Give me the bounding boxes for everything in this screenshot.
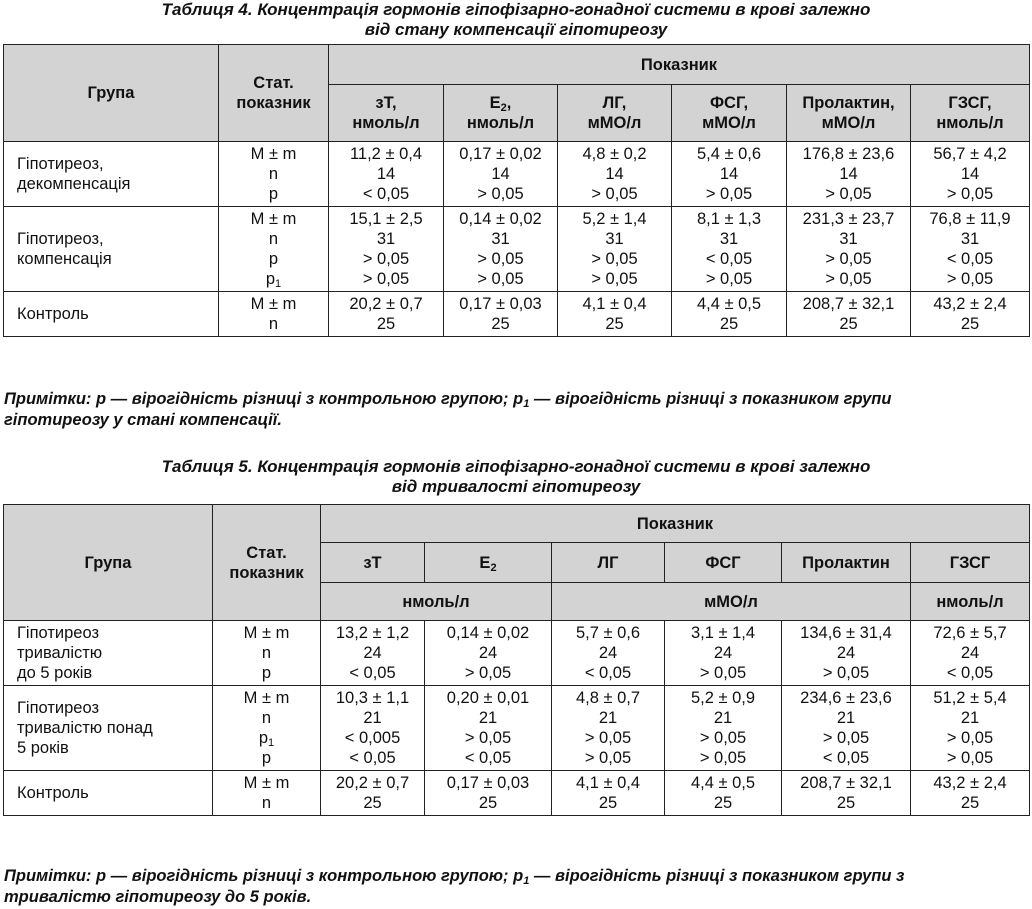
table4-header-col-1 <box>444 85 558 142</box>
value-line: < 0,05 <box>349 664 396 682</box>
group-label-line: Контроль <box>17 784 89 802</box>
value-line: > 0,05 <box>591 250 638 268</box>
table5-note-text-a: p — вірогідність різниці з контрольною групою; p <box>91 867 524 885</box>
value-line: < 0,005 <box>344 729 401 747</box>
value-line: 14 <box>719 165 739 183</box>
value-line: 25 <box>839 315 858 333</box>
value-line: 24 <box>713 644 733 662</box>
value-line: 24 <box>363 644 382 662</box>
stat-label: M ± m <box>250 295 297 313</box>
stat-label-line <box>219 229 328 249</box>
value-line: 25 <box>491 315 510 333</box>
value-line: 20,2 ± 0,7 <box>349 295 423 313</box>
group-label-line: Контроль <box>17 305 89 323</box>
value-line: > 0,05 <box>699 729 747 747</box>
value-line: 21 <box>478 709 498 727</box>
group-label-line: Гіпотиреоз, <box>17 230 104 248</box>
value-line: 5,2 ± 1,4 <box>582 210 647 228</box>
stat-label: p <box>261 749 272 767</box>
stat-label-line <box>213 773 320 793</box>
value-line: < 0,05 <box>946 250 994 268</box>
table5-header-col-name <box>552 553 664 573</box>
value-line: < 0,05 <box>584 664 632 682</box>
value-line: > 0,05 <box>946 270 994 288</box>
table4-note-sub: 1 <box>523 398 530 410</box>
stat-label-line <box>213 623 320 643</box>
value-line: 4,4 ± 0,5 <box>690 774 756 792</box>
table4-header-col-2 <box>558 85 672 142</box>
value-line: 31 <box>960 230 980 248</box>
value-cell <box>911 686 1030 771</box>
stat-label: p <box>261 664 272 682</box>
value-line: > 0,05 <box>822 729 870 747</box>
table4-header-col-unit: мМО/л <box>587 114 642 132</box>
value-line: 0,14 ± 0,02 <box>446 624 530 642</box>
value-line: 24 <box>836 644 856 662</box>
table5-header-stat-line2: показник <box>229 563 304 582</box>
table5 <box>3 504 1030 816</box>
value-line: > 0,05 <box>825 250 872 268</box>
value-line: 4,8 ± 0,2 <box>582 145 647 163</box>
group-cell <box>4 686 213 771</box>
table4-header-col-name <box>329 93 443 113</box>
table4-header-col-unit: нмоль/л <box>936 114 1004 132</box>
value-cell <box>911 207 1030 292</box>
table-row <box>4 142 1030 207</box>
table5-header-col-0 <box>321 543 425 583</box>
table5-note-line2: тривалістю гіпотиреозу до 5 років. <box>4 888 312 906</box>
table4-header-col-5 <box>911 85 1030 142</box>
value-line: < 0,05 <box>822 749 870 767</box>
stat-label-line <box>219 144 328 164</box>
table5-header-stat-line1: Стат. <box>246 543 287 562</box>
table5-caption <box>0 457 1032 497</box>
stat-label: n <box>268 230 279 248</box>
table4-note <box>4 389 1028 431</box>
stat-cell <box>219 142 329 207</box>
table-row <box>4 771 1030 816</box>
stat-label-line <box>213 708 320 728</box>
stat-label-line <box>219 184 328 204</box>
table4-note-line1 <box>4 389 1028 410</box>
value-cell <box>787 207 911 292</box>
table5-header-col-name-text: зТ <box>363 553 382 572</box>
group-cell <box>4 142 219 207</box>
table-row <box>4 621 1030 686</box>
value-line: 72,6 ± 5,7 <box>933 624 1007 642</box>
table4-body <box>4 142 1030 337</box>
table5-header-col-name-text: ГЗСГ <box>949 553 991 572</box>
group-cell <box>4 621 213 686</box>
value-line: 25 <box>836 794 856 812</box>
value-cell <box>552 686 665 771</box>
value-line: 24 <box>478 644 498 662</box>
table5-header-col-name <box>665 553 781 573</box>
value-line: 25 <box>376 315 396 333</box>
stat-cell <box>213 686 321 771</box>
value-line: > 0,05 <box>705 185 753 203</box>
value-line: > 0,05 <box>362 270 410 288</box>
value-line: 24 <box>960 644 980 662</box>
value-cell <box>911 292 1030 337</box>
value-line: > 0,05 <box>946 729 994 747</box>
value-line: > 0,05 <box>825 185 872 203</box>
table5-unit-nmol-1: нмоль/л <box>321 583 552 621</box>
table5-header-stat <box>213 505 321 621</box>
value-cell <box>672 292 787 337</box>
value-line: 208,7 ± 32,1 <box>800 774 892 792</box>
value-line: 0,17 ± 0,02 <box>459 145 542 163</box>
table4-header-indicator: Показник <box>329 45 1030 85</box>
value-line: > 0,05 <box>699 749 747 767</box>
value-cell <box>672 142 787 207</box>
stat-label-line <box>213 663 320 683</box>
value-line: 21 <box>363 709 382 727</box>
value-line: 31 <box>839 230 858 248</box>
value-line: 25 <box>598 794 618 812</box>
stat-label: n <box>261 709 272 727</box>
table4-header-col-suffix: , <box>506 94 512 112</box>
value-line: 10,3 ± 1,1 <box>335 689 410 707</box>
value-line: 13,2 ± 1,2 <box>335 624 410 642</box>
table4-header-col-name-text: ЛГ, <box>602 94 627 112</box>
value-line: > 0,05 <box>591 270 638 288</box>
value-cell <box>329 207 444 292</box>
value-cell <box>329 292 444 337</box>
table5-header-col-3 <box>665 543 782 583</box>
table4-header-group: Група <box>4 45 219 142</box>
group-label-line: Гіпотиреоз <box>17 699 100 717</box>
stat-label-sub: 1 <box>275 278 282 290</box>
table4-caption-line1: Таблиця 4. Концентрація гормонів гіпофізарно-гонадної системи в крові залежно <box>161 0 871 19</box>
value-line: 0,17 ± 0,03 <box>459 295 542 313</box>
value-line: 8,1 ± 1,3 <box>696 210 762 228</box>
value-line: 25 <box>363 794 382 812</box>
value-line: < 0,05 <box>464 749 512 767</box>
value-line: 25 <box>960 315 980 333</box>
table4-note-text-a: p — вірогідність різниці з контрольною групою; p <box>91 390 524 408</box>
table5-header-col-1 <box>425 543 552 583</box>
stat-label-line <box>213 793 320 813</box>
value-line: 20,2 ± 0,7 <box>335 774 410 792</box>
stat-label: p <box>265 270 276 288</box>
value-line: 25 <box>719 315 739 333</box>
stat-label-line <box>219 209 328 229</box>
table4-header-col-unit: нмоль/л <box>352 114 420 132</box>
group-cell <box>4 771 213 816</box>
table4-header-col-name-text: зТ, <box>375 94 397 112</box>
value-line: > 0,05 <box>699 664 747 682</box>
value-line: 43,2 ± 2,4 <box>933 295 1007 313</box>
value-line: 14 <box>605 165 624 183</box>
value-line: > 0,05 <box>705 270 753 288</box>
stat-label: M ± m <box>243 624 290 642</box>
value-line: 234,6 ± 23,6 <box>800 689 892 707</box>
table4-header-col-name <box>558 93 671 113</box>
table4 <box>3 44 1030 337</box>
value-cell <box>552 621 665 686</box>
table4-header-col-name-text: ФСГ, <box>709 94 749 112</box>
table4-header-col-name-text: Пролактин, <box>802 94 895 112</box>
stat-label-line <box>219 294 328 314</box>
value-cell <box>911 771 1030 816</box>
table5-header-col-name <box>321 553 424 573</box>
value-line: > 0,05 <box>822 664 870 682</box>
value-line: 25 <box>605 315 624 333</box>
value-cell <box>321 621 425 686</box>
table4-header-col-name-text: Е <box>489 94 501 112</box>
group-label-line: тривалістю <box>17 644 103 662</box>
value-cell <box>782 621 911 686</box>
table4-header-col-name <box>672 93 786 113</box>
stat-cell <box>219 207 329 292</box>
table5-header-indicator: Показник <box>321 505 1030 543</box>
value-line: 15,1 ± 2,5 <box>349 210 423 228</box>
table4-header-stat-line1: Стат. <box>253 74 294 92</box>
value-line: 14 <box>491 165 510 183</box>
stat-label-line <box>219 314 328 334</box>
value-line: > 0,05 <box>591 185 638 203</box>
value-cell <box>911 142 1030 207</box>
value-cell <box>782 771 911 816</box>
value-line: 14 <box>960 165 980 183</box>
value-line: > 0,05 <box>477 185 524 203</box>
group-cell <box>4 207 219 292</box>
table4-header-col-name-text: ГЗСГ, <box>948 94 992 112</box>
value-cell <box>425 771 552 816</box>
table4-header-col-name <box>444 93 557 113</box>
table5-unit-nmol-2: нмоль/л <box>911 583 1030 621</box>
stat-label-line <box>219 269 328 289</box>
value-line: 4,1 ± 0,4 <box>575 774 641 792</box>
value-cell <box>911 621 1030 686</box>
group-label-line: до 5 років <box>17 664 93 682</box>
value-cell <box>558 207 672 292</box>
group-label-line: Гіпотиреоз, <box>17 155 104 173</box>
value-line: 56,7 ± 4,2 <box>933 145 1007 163</box>
value-line: > 0,05 <box>584 729 632 747</box>
table4-header-col-name <box>787 93 910 113</box>
stat-label: n <box>268 315 279 333</box>
value-line: > 0,05 <box>464 664 512 682</box>
value-cell <box>558 142 672 207</box>
table4-caption-line2: від стану компенсації гіпотиреозу <box>364 20 668 39</box>
table5-header-col-name <box>782 553 910 573</box>
value-line: 21 <box>713 709 733 727</box>
stat-label: n <box>261 794 272 812</box>
stat-label: n <box>261 644 272 662</box>
value-line: 176,8 ± 23,6 <box>802 145 895 163</box>
value-line: > 0,05 <box>825 270 872 288</box>
value-cell <box>672 207 787 292</box>
table5-header-col-2 <box>552 543 665 583</box>
table5-unit-mmo: мМО/л <box>552 583 911 621</box>
table4-caption <box>0 0 1032 40</box>
table5-header-col-name-text: ФСГ <box>705 553 741 572</box>
value-line: 4,1 ± 0,4 <box>582 295 647 313</box>
table5-header-col-sub: 2 <box>490 561 497 574</box>
table5-header-col-name-text: Пролактин <box>802 553 890 572</box>
value-line: 5,2 ± 0,9 <box>690 689 756 707</box>
value-line: 25 <box>960 794 980 812</box>
value-line: 231,3 ± 23,7 <box>802 210 895 228</box>
group-label-line: компенсація <box>17 250 112 268</box>
value-line: 14 <box>376 165 396 183</box>
value-line: 25 <box>713 794 733 812</box>
value-line: 4,8 ± 0,7 <box>575 689 641 707</box>
table-row <box>4 292 1030 337</box>
value-line: 208,7 ± 32,1 <box>802 295 895 313</box>
table-row <box>4 207 1030 292</box>
group-cell <box>4 292 219 337</box>
value-line: < 0,05 <box>705 250 753 268</box>
value-cell <box>665 686 782 771</box>
value-cell <box>782 686 911 771</box>
group-label-line: 5 років <box>17 739 69 757</box>
group-label-line: декомпенсація <box>17 175 131 193</box>
value-line: > 0,05 <box>477 270 524 288</box>
value-line: 76,8 ± 11,9 <box>929 210 1011 228</box>
value-line: 31 <box>376 230 396 248</box>
value-line: 134,6 ± 31,4 <box>800 624 892 642</box>
table4-note-line2: гіпотиреозу у стані компенсації. <box>4 411 282 429</box>
table4-header-col-unit: мМО/л <box>702 114 756 132</box>
stat-cell <box>213 621 321 686</box>
value-cell <box>665 771 782 816</box>
value-cell <box>787 292 911 337</box>
value-cell <box>329 142 444 207</box>
table5-header-col-name-text: ЛГ <box>597 553 619 572</box>
value-line: 3,1 ± 1,4 <box>690 624 756 642</box>
table5-note-lead: Примітки: <box>4 867 92 885</box>
stat-label: p <box>258 729 269 747</box>
table4-header-col-0 <box>329 85 444 142</box>
value-cell <box>787 142 911 207</box>
stat-label-line <box>213 688 320 708</box>
value-line: 0,14 ± 0,02 <box>459 210 542 228</box>
table5-note-line1 <box>4 866 1028 887</box>
value-line: > 0,05 <box>946 185 994 203</box>
stat-cell <box>219 292 329 337</box>
value-line: 11,2 ± 0,4 <box>349 145 423 163</box>
value-line: 5,4 ± 0,6 <box>696 145 762 163</box>
stat-cell <box>213 771 321 816</box>
table5-header-col-5 <box>911 543 1030 583</box>
value-line: 31 <box>605 230 624 248</box>
value-line: < 0,05 <box>946 664 994 682</box>
value-line: < 0,05 <box>362 185 410 203</box>
value-line: 0,17 ± 0,03 <box>446 774 530 792</box>
table5-header-col-name-text: Е <box>479 553 491 572</box>
value-line: 31 <box>719 230 739 248</box>
stat-label: p <box>268 185 279 203</box>
table4-header-col-sub: 2 <box>500 102 507 114</box>
value-line: > 0,05 <box>464 729 512 747</box>
stat-label: M ± m <box>243 774 290 792</box>
value-cell <box>444 292 558 337</box>
value-line: 31 <box>491 230 510 248</box>
value-line: 14 <box>839 165 858 183</box>
stat-label-line <box>213 748 320 768</box>
value-cell <box>444 142 558 207</box>
value-line: 4,4 ± 0,5 <box>696 295 762 313</box>
value-line: 21 <box>836 709 856 727</box>
table5-body <box>4 621 1030 816</box>
table4-note-text-b: — вірогідність різниці з показником групи <box>529 390 892 408</box>
stat-label-line <box>219 249 328 269</box>
table4-header-col-3 <box>672 85 787 142</box>
stat-label-line <box>213 728 320 748</box>
table5-header-group: Група <box>4 505 213 621</box>
stat-label-line <box>213 643 320 663</box>
stat-label: M ± m <box>243 689 290 707</box>
table5-header-col-name <box>911 553 1029 573</box>
value-line: 21 <box>598 709 618 727</box>
table5-note-text-b: — вірогідність різниці з показником групи з <box>529 867 905 885</box>
table5-caption-line2: від тривалості гіпотиреозу <box>391 477 641 496</box>
value-line: < 0,05 <box>349 749 396 767</box>
table4-header-col-name <box>911 93 1029 113</box>
stat-label-sub: 1 <box>268 737 275 749</box>
value-line: > 0,05 <box>477 250 524 268</box>
value-line: 0,20 ± 0,01 <box>446 689 530 707</box>
value-line: 5,7 ± 0,6 <box>575 624 641 642</box>
value-cell <box>558 292 672 337</box>
stat-label: M ± m <box>250 145 297 163</box>
table5-header-col-4 <box>782 543 911 583</box>
table5-note-sub: 1 <box>523 875 530 887</box>
value-cell <box>321 686 425 771</box>
value-cell <box>321 771 425 816</box>
value-line: > 0,05 <box>362 250 410 268</box>
table4-header-col-4 <box>787 85 911 142</box>
value-line: 51,2 ± 5,4 <box>933 689 1007 707</box>
value-cell <box>552 771 665 816</box>
table4-header-col-unit: мМО/л <box>821 114 876 132</box>
table-row <box>4 686 1030 771</box>
stat-label: n <box>268 165 279 183</box>
table5-note <box>4 866 1028 908</box>
table4-header-stat-line2: показник <box>236 94 311 112</box>
stat-label: p <box>268 250 279 268</box>
table5-header-col-name <box>425 553 551 573</box>
table5-caption-line1: Таблиця 5. Концентрація гормонів гіпофізарно-гонадної системи в крові залежно <box>161 457 871 476</box>
group-label-line: Гіпотиреоз <box>17 624 100 642</box>
group-label-line: тривалістю понад <box>17 719 153 737</box>
value-line: > 0,05 <box>584 749 632 767</box>
table4-header-stat <box>219 45 329 142</box>
value-line: 21 <box>960 709 980 727</box>
stat-label-line <box>219 164 328 184</box>
value-line: > 0,05 <box>946 749 994 767</box>
value-cell <box>425 621 552 686</box>
table4-header-col-unit: нмоль/л <box>466 114 535 132</box>
value-line: 24 <box>598 644 618 662</box>
value-cell <box>444 207 558 292</box>
value-line: 43,2 ± 2,4 <box>933 774 1007 792</box>
value-cell <box>425 686 552 771</box>
value-line: 25 <box>478 794 498 812</box>
stat-label: M ± m <box>250 210 297 228</box>
value-cell <box>665 621 782 686</box>
table4-note-lead: Примітки: <box>4 390 92 408</box>
